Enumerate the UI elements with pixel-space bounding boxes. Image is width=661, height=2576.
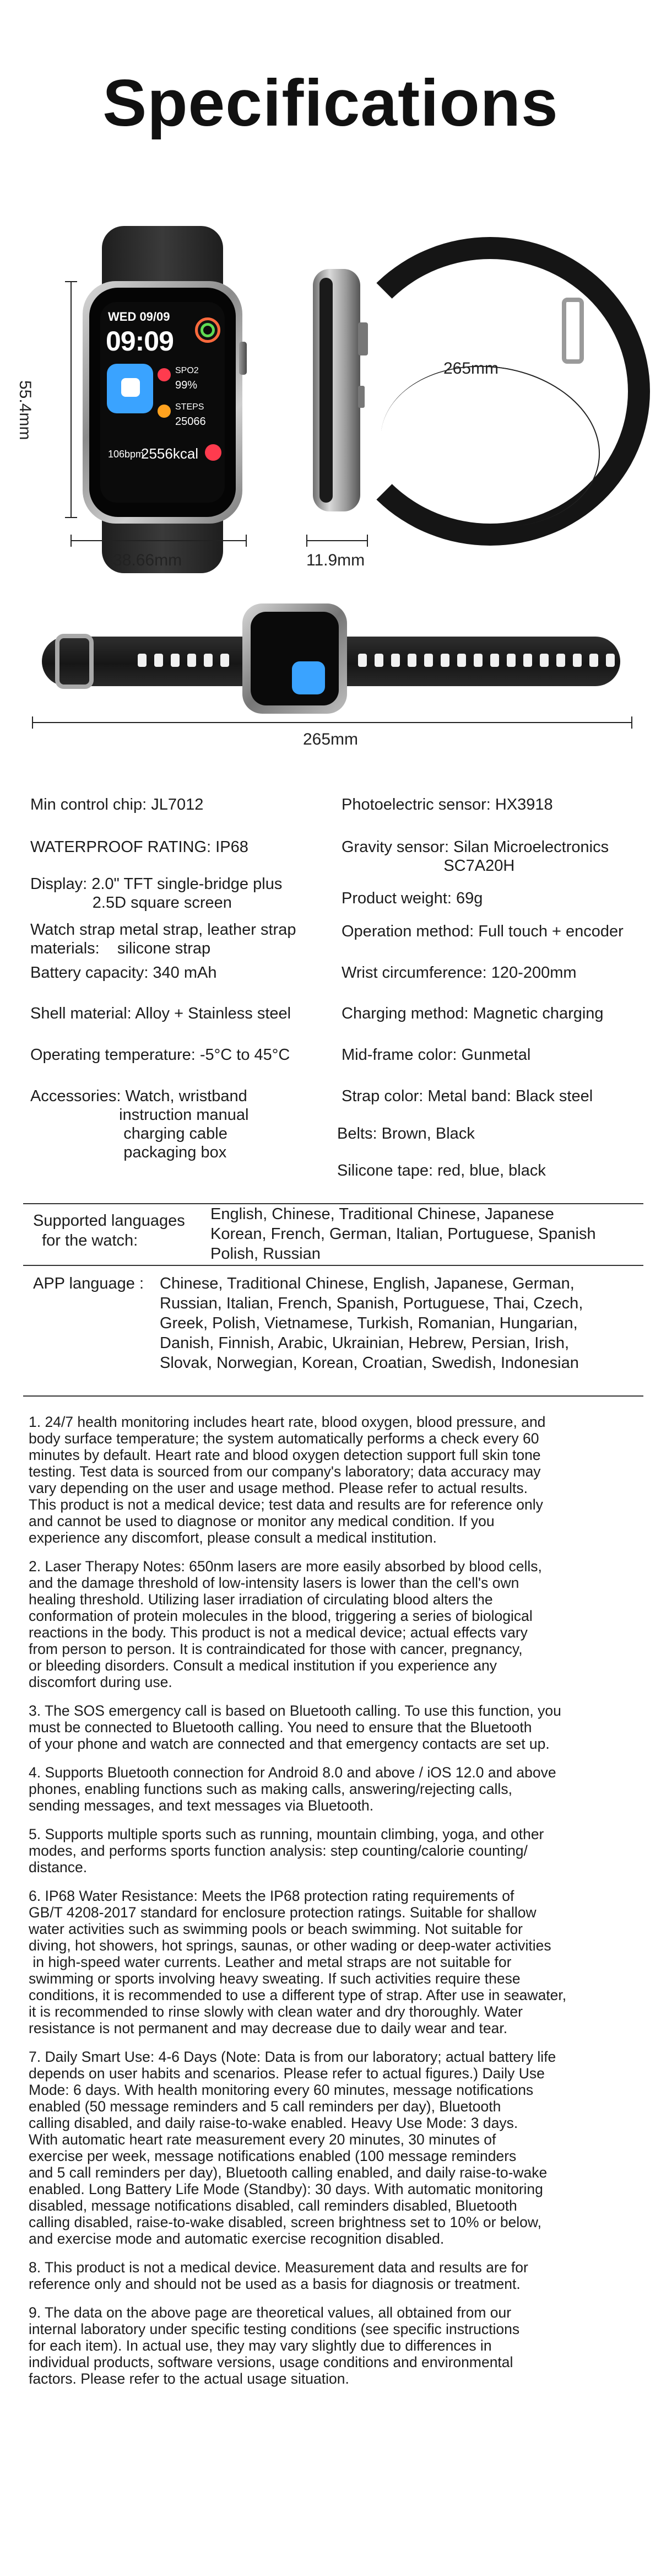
thickness-dimension-label: 11.9mm — [306, 551, 365, 569]
spec-gravity-sensor: Gravity sensor: Silan Microelectronics SC7A20H — [342, 838, 609, 875]
width-dimension-line — [71, 540, 247, 541]
band-holes-right — [358, 654, 615, 667]
divider-middle — [23, 1265, 643, 1266]
watch-side-case — [313, 269, 360, 511]
spec-weight: Product weight: 69g — [342, 890, 483, 907]
spec-operation: Operation method: Full touch + encoder — [342, 923, 624, 940]
spec-wrist: Wrist circumference: 120-200mm — [342, 964, 577, 982]
activity-rings-icon — [195, 317, 220, 343]
note-item: 3. The SOS emergency call is based on Bluetooth calling. To use this function, you must be connected to Bluetooth calling. You need to ensure that the Bluetooth of your phone and watch are connected and that emergency contacts are set up. — [29, 1702, 561, 1752]
band-holes-left — [138, 654, 229, 667]
spec-display: Display: 2.0" TFT single-bridge plus 2.5D square screen — [30, 875, 283, 912]
steps-label: STEPS — [175, 402, 204, 412]
heart-icon — [205, 444, 221, 461]
watch-language-value: English, Chinese, Traditional Chinese, Japanese Korean, French, German, Italian, Portuguese, Spanish Polish, Russian — [210, 1205, 596, 1263]
bpm-value: 106bpm — [108, 449, 144, 460]
length-dimension-line — [32, 722, 632, 723]
screen-time: 09:09 — [106, 326, 174, 357]
page-title: Specifications — [102, 66, 559, 140]
medical-app-icon — [107, 364, 153, 413]
height-dimension-line — [71, 281, 72, 518]
app-language-value: Chinese, Traditional Chinese, English, Japanese, German, Russian, Italian, French, Spanish, Portuguese, Thai, Czech, Greek, Polish, Vietnamese, Turkish, Romanian, Hungarian, Danish, Finnish, Arabic, Ukrainian, Hebrew, Persian, Irish, Slovak, Norwegian, Korean, Croatian, Swedish, Indonesian — [160, 1275, 583, 1372]
length-dimension-label: 265mm — [303, 730, 359, 748]
note-item: 7. Daily Smart Use: 4-6 Days (Note: Data is from our laboratory; actual battery life depends on user habits and scenarios. Please refer to actual figures.) Daily Use Mode: 6 days. With health monitoring every 60 minutes, message notifications enabled (50 message reminders and 5 call reminders per day), Bluetooth calling disabled, and daily raise-to-wake enabled. Heavy Use Mode: 3 days. With automatic heart rate measurement every 20 minutes, 30 minutes of exercise per week, message notifications enabled (100 message reminders and 5 call reminders per day), Bluetooth calling enabled, and daily raise-to-wake enabled. Long Battery Life Mode (Standby): 30 days. With automatic monitoring disabled, message notifications disabled, call reminders disabled, Bluetooth calling disabled, raise-to-wake disabled, screen brightness set to 10% or below, and exercise mode and automatic exercise recognition disabled. — [29, 2049, 556, 2247]
watch-language-label: Supported languages for the watch: — [33, 1212, 185, 1249]
notes-section — [29, 1414, 640, 2399]
app-language-label: APP language : — [33, 1275, 144, 1292]
spec-strap-color: Strap color: Metal band: Black steel — [342, 1087, 593, 1105]
watch-screen — [100, 302, 225, 503]
spec-strap-materials: Watch strap metal strap, leather strap materials: silicone strap — [30, 921, 296, 957]
side-button — [358, 386, 365, 408]
spo2-value: 99% — [175, 379, 198, 391]
note-item: 1. 24/7 health monitoring includes heart rate, blood oxygen, blood pressure, and body surface temperature; the system automatically performs a check every 60 minutes by default. Heart rate and blood oxygen detection support full skin tone testing. Test data is sourced from our company's laboratory; data accuracy may vary depending on the user and usage method. Please refer to actual results. This product is not a medical device; test data and results are for reference only and cannot be used to diagnose or monitor any medical condition. If you experience any discomfort, please consult a medical institution. — [29, 1414, 546, 1546]
spec-shell: Shell material: Alloy + Stainless steel — [30, 1005, 291, 1022]
screen-date: WED 09/09 — [108, 310, 170, 324]
spo2-icon — [158, 368, 171, 381]
buckle — [55, 634, 94, 689]
circumference-label: 265mm — [443, 359, 499, 378]
spec-silicone: Silicone tape: red, blue, black — [337, 1162, 546, 1179]
thickness-dimension-line — [306, 540, 368, 541]
spec-charging: Charging method: Magnetic charging — [342, 1005, 604, 1022]
flat-app-icon — [292, 661, 325, 694]
note-item: 4. Supports Bluetooth connection for Android 8.0 and above / iOS 12.0 and above phones, enabling functions such as making calls, answering/rejecting calls, sending messages, and text messages via Bluetooth. — [29, 1764, 556, 1814]
note-item: 9. The data on the above page are theoretical values, all obtained from our internal laboratory under specific testing conditions (see specific instructions for each item). In actual use, they may vary slightly due to differences in individual products, software versions, usage conditions and environmental factors. Please refer to the actual usage situation. — [29, 2304, 520, 2387]
spec-belts: Belts: Brown, Black — [337, 1125, 475, 1143]
side-crown — [358, 322, 368, 355]
spec-midframe: Mid-frame color: Gunmetal — [342, 1046, 531, 1064]
spec-chip: Min control chip: JL7012 — [30, 796, 204, 813]
note-item: 5. Supports multiple sports such as running, mountain climbing, yoga, and other modes, and performs sports function analysis: step counting/calorie counting/ distance. — [29, 1826, 544, 1876]
watch-bezel — [89, 288, 236, 517]
spec-temperature: Operating temperature: -5°C to 45°C — [30, 1046, 290, 1064]
note-item: 6. IP68 Water Resistance: Meets the IP68 protection rating requirements of GB/T 4208-2017 standard for enclosure protection ratings. Suitable for shallow water activities such as swimming pools or beach swimming. Not suitable for diving, hot showers, hot springs, saunas, or other wading or deep-water activities in high-speed water currents. Leather and metal straps are not suitable for swimming or sports involving heavy sweating. If such activities require these conditions, it is recommended to use a different type of strap. After use in seawater, it is recommended to rinse slowly with clean water and dry thoroughly. Water resistance is not permanent and may decrease due to daily wear and tear. — [29, 1888, 567, 2036]
watch-front-illustration — [83, 226, 242, 573]
spec-waterproof: WATERPROOF RATING: IP68 — [30, 838, 248, 856]
steps-value: 25066 — [175, 416, 206, 428]
side-glass — [319, 278, 333, 503]
spec-photo-sensor: Photoelectric sensor: HX3918 — [342, 796, 553, 813]
height-dimension-label: 55.4mm — [16, 380, 34, 440]
spo2-label: SPO2 — [175, 366, 199, 375]
note-item: 8. This product is not a medical device. Measurement data and results are for reference only and should not be used as a basis for diagnosis or treatment. — [29, 2259, 528, 2292]
band-clasp — [562, 298, 584, 364]
spec-accessories: Accessories: Watch, wristband instruction manual charging cable packaging box — [30, 1087, 249, 1161]
steps-icon — [158, 405, 171, 418]
width-dimension-label: 38.66mm — [113, 551, 182, 569]
watch-crown — [239, 342, 247, 375]
watch-case — [83, 281, 242, 524]
divider-bottom — [23, 1395, 643, 1397]
spec-battery: Battery capacity: 340 mAh — [30, 964, 217, 982]
note-item: 2. Laser Therapy Notes: 650nm lasers are more easily absorbed by blood cells, and the damage threshold of low-intensity lasers is lower than the cell's own healing threshold. Utilizing laser irradiation of circulating blood alters the conformation of protein molecules in the blood, triggering a series of biological reactions in the body. This product is not a medical device; actual effects vary from person to person. It is contraindicated for those with cancer, pregnancy, or bleeding disorders. Consult a medical institution if you experience any discomfort during use. — [29, 1558, 542, 1690]
kcal-value: 2556kcal — [141, 445, 199, 462]
medical-cross-icon — [121, 378, 140, 397]
